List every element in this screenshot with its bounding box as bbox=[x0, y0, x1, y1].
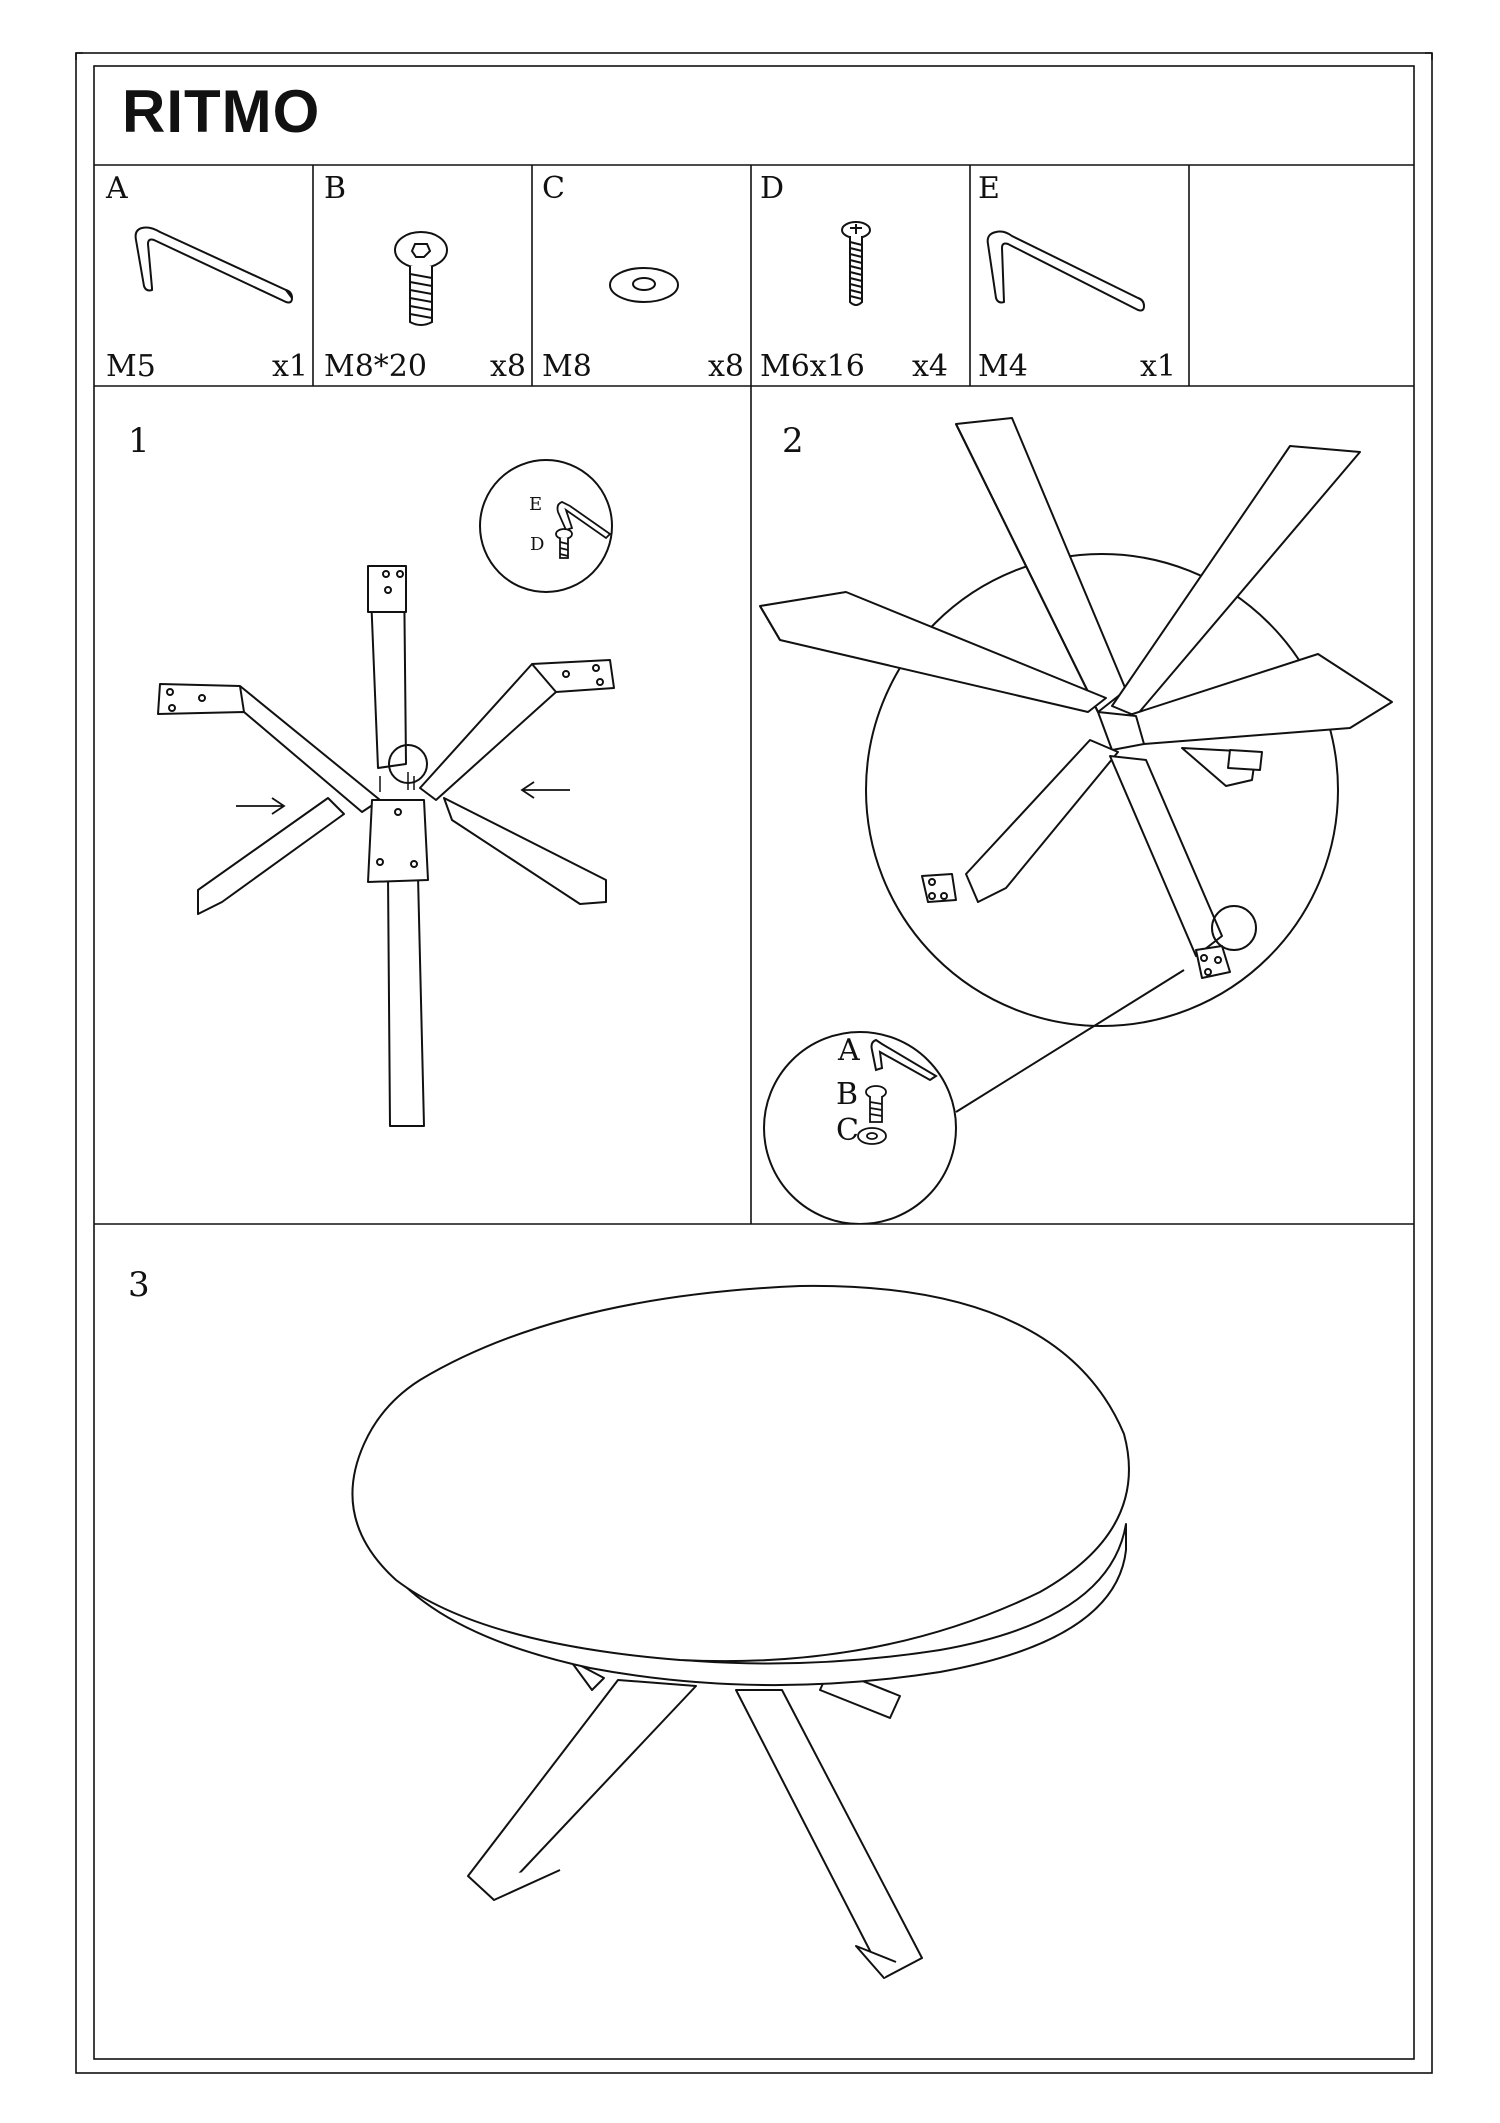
part-e-qty: x1 bbox=[1140, 349, 1177, 384]
washer-icon bbox=[604, 260, 684, 310]
part-b-letter: B bbox=[324, 171, 347, 206]
part-b-spec: M8*20 bbox=[324, 349, 427, 384]
step-3-illustration bbox=[94, 1224, 1414, 2059]
part-b-qty: x8 bbox=[490, 349, 527, 384]
bolt-icon bbox=[386, 228, 456, 328]
step-1-callout-e: E bbox=[529, 494, 543, 515]
part-c-letter: C bbox=[542, 171, 565, 206]
manual-title: RITMO bbox=[122, 78, 321, 145]
step-2-number: 2 bbox=[782, 421, 804, 461]
step-3-number: 3 bbox=[128, 1265, 150, 1305]
step-1-hardware-callout bbox=[480, 460, 612, 592]
screw-icon bbox=[836, 218, 876, 310]
part-a-qty: x1 bbox=[272, 349, 309, 384]
part-d-qty: x4 bbox=[912, 349, 949, 384]
part-e-spec: M4 bbox=[978, 349, 1028, 384]
step-2-callout-c: C bbox=[836, 1113, 859, 1148]
allen-key-icon bbox=[982, 226, 1152, 326]
step-2-callout-b: B bbox=[836, 1077, 859, 1112]
part-c-spec: M8 bbox=[542, 349, 592, 384]
part-c-qty: x8 bbox=[708, 349, 745, 384]
step-2-callout-a: A bbox=[838, 1033, 860, 1068]
allen-key-icon bbox=[130, 220, 300, 330]
part-a-spec: M5 bbox=[106, 349, 156, 384]
part-e-letter: E bbox=[978, 171, 1000, 206]
part-d-spec: M6x16 bbox=[760, 349, 865, 384]
part-d-letter: D bbox=[760, 171, 785, 206]
step-1-number: 1 bbox=[128, 421, 150, 461]
part-a-letter: A bbox=[106, 171, 128, 206]
step-2-hardware-callout bbox=[764, 1032, 956, 1224]
step-1-callout-d: D bbox=[530, 534, 545, 555]
step-1-illustration bbox=[94, 386, 751, 1224]
